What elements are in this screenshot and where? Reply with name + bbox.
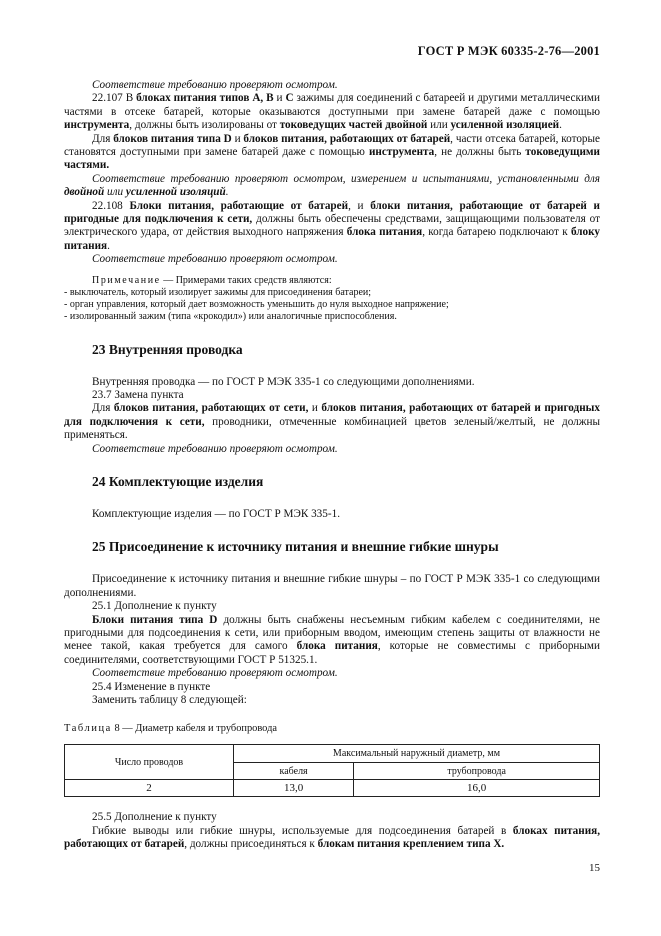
clause-22-107: 22.107 В блоках питания типов А, В и С зажимы для соединений с батареей и другими металлическими частями в отсеке батарей, которые оказываются доступными при замене батарей даже с помощью инструмента, должны быть изолированы от токоведущих частей двойной или усиленной изоляцией. [64, 92, 600, 132]
note-label: Примечание [92, 274, 161, 286]
clause-25-1-text: Блоки питания типа D должны быть снабжены несъемным гибким кабелем с соединителями, не пригодными для подсоединения к сети, или приборным вводом, имеющим степень защиты от влажности не менее такой, какая требуется для самого блока питания, которые не совместимы с приборными соединителями, соответствующими ГОСТ Р 51325.1. [64, 613, 600, 666]
section-23-heading: 23 Внутренняя проводка [92, 341, 243, 357]
clause-23-7-text: Для блоков питания, работающих от сети, и блоков питания, работающих от батарей и пригодных для подключения к сети, проводники, отмеченные комбинацией цветов зеленый/желтый, не должны применяться. [64, 402, 600, 442]
clause-22-108: 22.108 Блоки питания, работающие от батарей, и блоки питания, работающие от батарей и пригодные для подключения к сети, должны быть обеспечены средствами, защищающими пользователя от электрического удара, от действия выходного напряжения блока питания, когда батарею подключают к блоку питания. [64, 199, 601, 252]
note-item: - выключатель, который изолирует зажимы для присоединения батареи; [64, 286, 372, 298]
clause-23-7: 23.7 Замена пункта [92, 388, 184, 401]
compliance-text: Соответствие требованию проверяют осмотром. [92, 442, 338, 455]
clause-25-4-text: Заменить таблицу 8 следующей: [92, 694, 247, 706]
table-header-cable: кабеля [234, 763, 354, 780]
section-25-heading: 25 Присоединение к источнику питания и внешние гибкие шнуры [92, 539, 499, 555]
table-header-tube: трубопровода [354, 763, 600, 780]
table-cell-count: 2 [65, 780, 234, 797]
clause-25-5-text: Гибкие выводы или гибкие шнуры, используемые для подсоединения батарей в блоках питания, работающих от батарей, должны присоединяться к блокам питания креплением типа X. [64, 824, 600, 851]
table-cell-tube: 16,0 [354, 780, 600, 797]
compliance-text: Соответствие требованию проверяют осмотром, измерением и испытаниями, установленными для двойной или усиленной изоляций. [64, 172, 600, 199]
section-25-text: Присоединение к источнику питания и внешние гибкие шнуры – по ГОСТ Р МЭК 335-1 со следующими дополнениями. [64, 573, 600, 599]
section-24-text: Комплектующие изделия — по ГОСТ Р МЭК 335-1. [92, 507, 340, 520]
clause-25-4: 25.4 Изменение в пункте [92, 680, 211, 693]
compliance-text: Соответствие требованию проверяют осмотром. [92, 667, 338, 680]
compliance-text: Соответствие требованию проверяют осмотром. [92, 253, 338, 266]
page-number: 15 [589, 861, 600, 874]
section-23-text: Внутренняя проводка — по ГОСТ Р МЭК 335-1 со следующими дополнениями. [92, 375, 475, 388]
compliance-text: Соответствие требованию проверяют осмотром. [92, 79, 338, 91]
note-item: - орган управления, который дает возможность уменьшить до нуля выходное напряжение; [64, 299, 449, 311]
note-block: Примечание — Примерами таких средств являются: - выключатель, который изолирует зажимы для присоединения батареи; - орган управления, который дает возможность уменьшить до нуля выходное напряжение; - изолированный зажим (типа «крокодил») или аналогичные приспособления. [64, 275, 600, 324]
table-cell-cable: 13,0 [234, 780, 354, 797]
note-item: - изолированный зажим (типа «крокодил») или аналогичные приспособления. [64, 311, 397, 323]
document-header: ГОСТ Р МЭК 60335-2-76—2001 [417, 44, 600, 58]
table-caption: Таблица 8 — Диаметр кабеля и трубопровода [64, 723, 277, 735]
table-8 [64, 744, 600, 797]
clause-25-5: 25.5 Дополнение к пункту [92, 811, 217, 824]
table-header-diameter: Максимальный наружный диаметр, мм [234, 745, 600, 763]
document-page [64, 40, 601, 874]
clause-25-1: 25.1 Дополнение к пункту [92, 600, 217, 613]
section-24-heading: 24 Комплектующие изделия [92, 473, 264, 489]
clause-22-107-typed: Для блоков питания типа D и блоков питания, работающих от батарей, части отсека батарей, которые становятся доступными при замене батарей даже с помощью инструмента, не должны быть токоведущими частями. [64, 132, 600, 172]
table-header-count: Число проводов [65, 745, 234, 780]
